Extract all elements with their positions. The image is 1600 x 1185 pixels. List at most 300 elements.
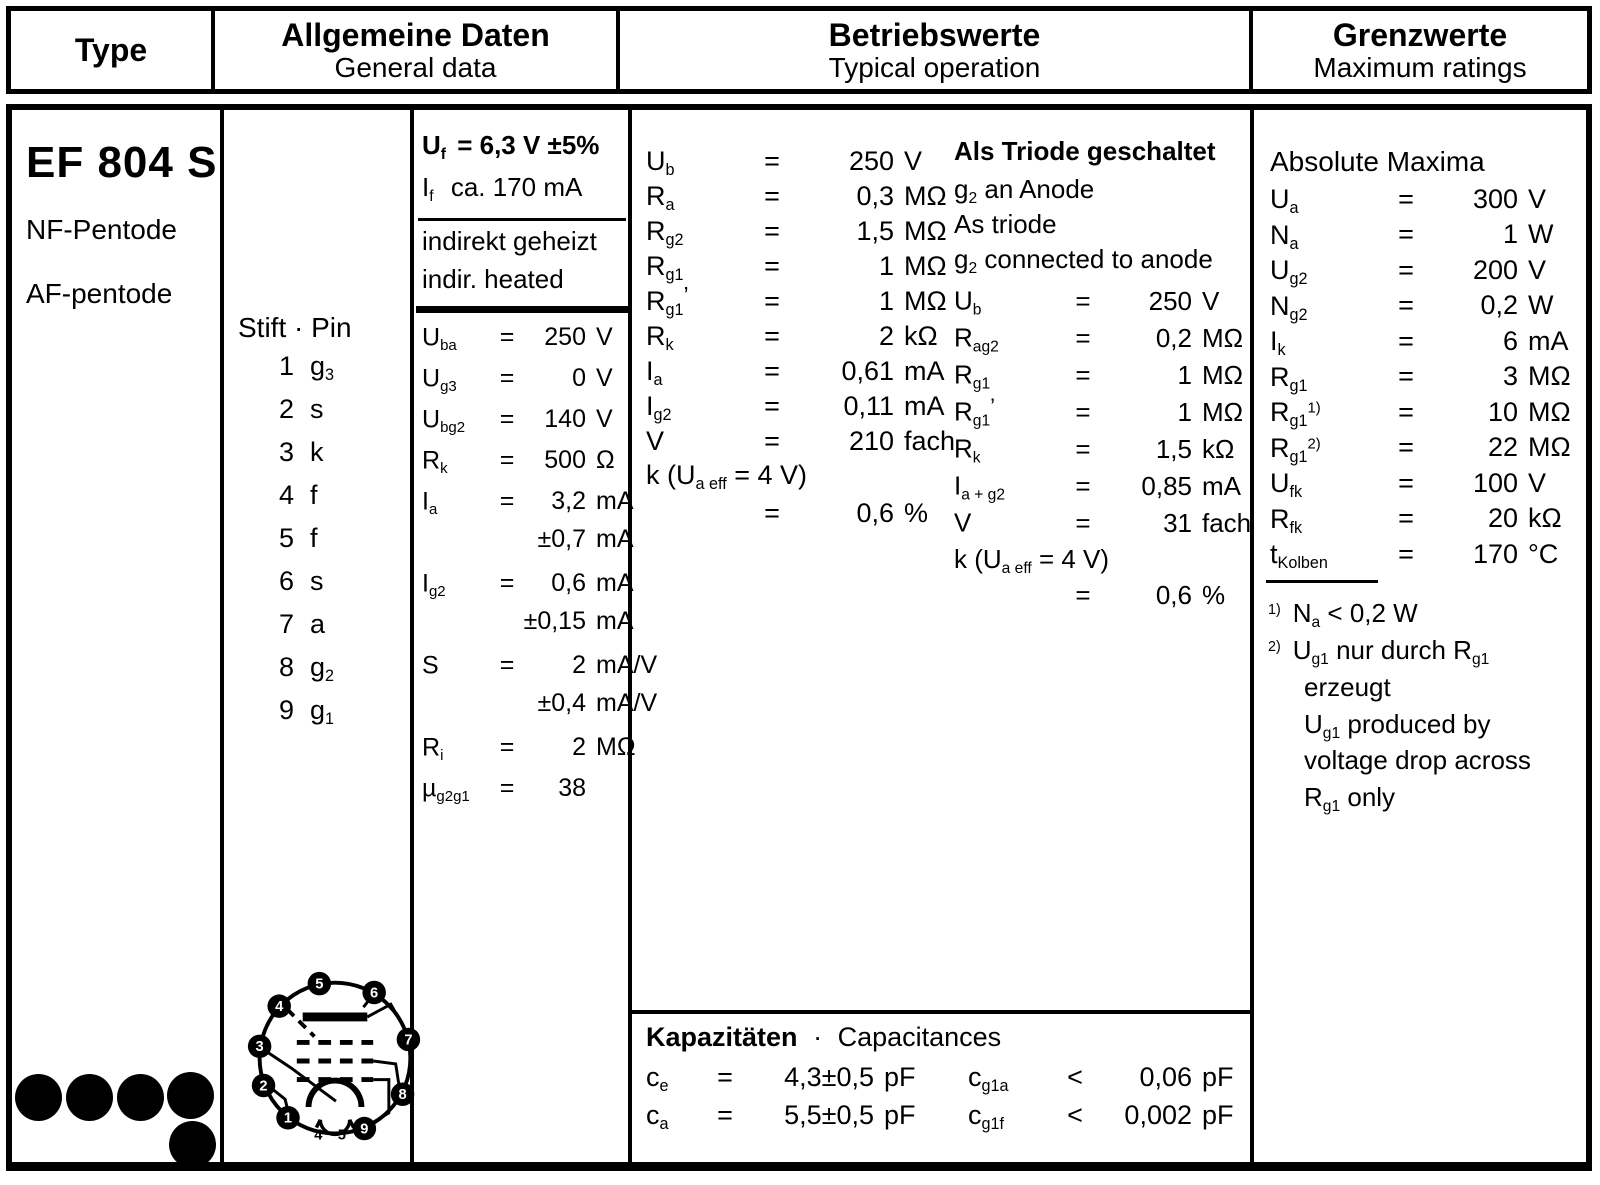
unit: fach (1202, 507, 1252, 538)
svg-text:9: 9 (360, 1121, 369, 1138)
quantity-symbol: V (954, 507, 972, 538)
heater-voltage-line: $U_f = 6,3$ V ±5% (422, 130, 600, 163)
value: 0,85 (1141, 470, 1192, 501)
operation-column (632, 110, 1250, 1162)
relation-sign: = (499, 569, 515, 598)
spec-row (1270, 289, 1580, 325)
spec-row (954, 285, 1250, 322)
header-ratings-en: Maximum ratings (1313, 51, 1527, 83)
relation-sign: = (764, 215, 780, 246)
spec-row (1270, 218, 1580, 254)
pin-row (254, 439, 368, 482)
relation-sign: = (1075, 470, 1091, 501)
spec-row (422, 689, 658, 732)
quantity-symbol: $I_k$ (1270, 325, 1286, 360)
unit: mA (1202, 470, 1241, 501)
relation-sign: = (764, 355, 780, 386)
socket-diagram (242, 968, 428, 1154)
pin-electrode: k (310, 437, 324, 467)
pin-number: 8 (278, 652, 294, 682)
footnote-2-line1: $^{2)}$ $U_{g1}$ nur durch $R_{g1}$ (1268, 635, 1490, 668)
relation-sign: = (1398, 219, 1414, 250)
spec-row (646, 354, 956, 389)
value: 1 (1177, 359, 1192, 390)
value: 170 (1472, 538, 1518, 569)
relation-sign: = (1398, 254, 1414, 285)
relation-sign: < (1067, 1099, 1083, 1130)
pin-number: 6 (278, 566, 294, 596)
unit: V (1528, 254, 1547, 285)
heater-current-line: $I_f$ ca. 170 mA (422, 172, 583, 205)
relation-sign: = (499, 446, 515, 475)
value: 2 (572, 651, 586, 680)
general-left-column (224, 110, 413, 1162)
quantity-symbol: $R_{g1}^{1)}$ (1270, 396, 1321, 431)
heater-pin-label: 4 (314, 1127, 323, 1144)
pin-electrode: f (310, 523, 318, 553)
quantity-symbol: $U_{bg2}$ (422, 405, 466, 437)
datasheet-body (6, 104, 1592, 1171)
value: 140 (544, 405, 586, 434)
relation-sign: = (764, 320, 780, 351)
unit: MΩ (1202, 359, 1244, 390)
pin-number: 1 (278, 351, 294, 381)
svg-text:7: 7 (404, 1032, 413, 1049)
footnote-2-line4: voltage drop across (1304, 745, 1531, 775)
spec-row (968, 1060, 1248, 1098)
spec-row (1270, 431, 1580, 467)
unit: W (1528, 290, 1554, 321)
value: ±0,7 (537, 525, 586, 553)
quantity-symbol: $I_a$ (646, 355, 663, 390)
header-cell-type (11, 11, 215, 89)
value: 0 (572, 364, 586, 393)
relation-sign: = (1075, 433, 1091, 464)
pin-number: 2 (278, 394, 294, 424)
triode-operating-rows (954, 285, 1250, 544)
pin-electrode: s (310, 394, 324, 424)
value: 250 (1148, 285, 1192, 316)
relation-sign: = (1398, 325, 1414, 356)
quantity-symbol: $c_{g1f}$ (968, 1099, 1005, 1134)
pin-row (254, 611, 368, 654)
quantity-symbol: $U_{g3}$ (422, 364, 457, 396)
unit: V (596, 405, 613, 434)
relation-sign: = (499, 323, 515, 352)
quantity-symbol: $U_{ba}$ (422, 323, 457, 355)
capacitance-left-rows (646, 1060, 956, 1136)
spec-row (954, 507, 1250, 544)
quantity-symbol: $R_k$ (422, 446, 448, 478)
quantity-symbol: $R_{fk}$ (1270, 503, 1303, 537)
footnote-rule (1266, 580, 1378, 583)
value: 0,2 (1155, 322, 1192, 353)
spec-row (1270, 466, 1580, 502)
unit: Ω (596, 446, 615, 475)
relation-sign: = (499, 405, 515, 434)
header-cell-general (215, 11, 620, 89)
quantity-symbol: $I_{g2}$ (422, 569, 446, 601)
footnote-2-line5: $R_{g1}$ only (1304, 782, 1396, 815)
value: 1 (878, 250, 894, 281)
tube-class-en: AF-pentode (26, 278, 173, 309)
thick-rule (416, 306, 628, 313)
spec-row (422, 773, 624, 814)
triode-title: Als Triode geschaltet (954, 136, 1216, 166)
relation-sign: = (1398, 503, 1414, 534)
header-table (6, 6, 1592, 94)
unit: MΩ (904, 285, 947, 316)
quantity-symbol: $U_{fk}$ (1270, 467, 1303, 502)
svg-text:6: 6 (370, 985, 379, 1002)
pentode-operating-rows (646, 144, 956, 459)
unit: mA (596, 607, 634, 635)
relation-sign: = (499, 364, 515, 393)
spec-row (422, 568, 634, 609)
capacitance-title: Kapazitäten · Capacitances (646, 1022, 1002, 1052)
relation-sign: = (1398, 290, 1414, 321)
unit: kΩ (1528, 503, 1562, 534)
value: 300 (1472, 183, 1518, 214)
value: 0,11 (843, 390, 894, 421)
value: 200 (1472, 254, 1518, 285)
quantity-symbol: $R_{g1}$ (954, 359, 991, 393)
relation-sign: = (1398, 361, 1414, 392)
value: 1,5 (1155, 433, 1192, 464)
unit: V (1528, 183, 1547, 214)
triode-distortion-condition: k ($U_{a eff} = 4$ V) (954, 544, 1110, 577)
relation-sign: < (1067, 1061, 1083, 1092)
spec-row (1270, 502, 1580, 538)
value: ±0,15 (523, 607, 586, 635)
unit: V (596, 364, 613, 393)
quantity-symbol: $R_{g1}^’$ (646, 282, 689, 320)
quantity-symbol: $U_b$ (646, 145, 675, 180)
relation-sign: = (1398, 467, 1414, 498)
value: 20 (1487, 503, 1518, 534)
triode-line-de: $g_2$ an Anode (954, 174, 1095, 207)
type-column (12, 110, 220, 1162)
unit: MΩ (904, 250, 947, 281)
header-operation-en: Typical operation (828, 51, 1041, 83)
value: 0,002 (1124, 1099, 1192, 1130)
relation-sign: = (499, 651, 515, 680)
relation-sign: = (764, 390, 780, 421)
quantity-symbol: µ$_{g2g1}$ (422, 774, 470, 806)
unit: pF (884, 1061, 916, 1092)
relation-sign: = (1075, 359, 1091, 390)
spec-row (954, 396, 1250, 433)
relation-sign: = (764, 285, 780, 316)
quantity-symbol: $R_{g2}$ (646, 215, 684, 250)
value: 1,5 (856, 215, 894, 246)
spec-row (646, 1060, 956, 1098)
spec-row (1270, 324, 1580, 360)
spec-row (1270, 537, 1580, 573)
pin-row (254, 525, 368, 568)
unit: fach (904, 425, 956, 456)
quantity-symbol: $c_{g1a}$ (968, 1061, 1009, 1096)
quantity-symbol: $U_{g2}$ (1270, 254, 1308, 289)
quantity-symbol: $N_a$ (1270, 219, 1299, 253)
svg-text:8: 8 (398, 1087, 407, 1104)
pin-row (254, 654, 368, 697)
unit: V (1528, 467, 1547, 498)
value: 5,5±0,5 (784, 1099, 874, 1130)
application-badge (169, 1121, 216, 1168)
spec-row (646, 389, 956, 424)
value: 0,2 (1480, 290, 1518, 321)
relation-sign: = (1398, 183, 1414, 214)
pin-electrode: a (310, 609, 326, 639)
application-badge (167, 1072, 214, 1119)
footnote-2-line2: erzeugt (1304, 672, 1391, 702)
relation-sign: = (499, 487, 515, 516)
pin-list-header: Stift · Pin (238, 312, 352, 343)
spec-row (422, 445, 624, 486)
relation-sign: = (1398, 538, 1414, 569)
spec-row (1270, 182, 1580, 218)
unit: pF (1202, 1061, 1234, 1092)
value: 6 (1502, 325, 1518, 356)
relation-sign: = (717, 1099, 733, 1130)
unit: MΩ (1202, 396, 1244, 427)
spec-row (422, 486, 634, 527)
unit: V (1202, 285, 1220, 316)
spec-row (422, 322, 624, 363)
ratings-title: Absolute Maxima (1270, 146, 1485, 177)
unit: W (1528, 219, 1554, 250)
svg-text:1: 1 (283, 1110, 293, 1127)
unit: °C (1528, 538, 1559, 569)
pin-number: 5 (278, 523, 294, 553)
header-operation-de: Betriebswerte (828, 16, 1041, 53)
pin-row (254, 482, 368, 525)
relation-sign: = (1075, 507, 1091, 538)
footnote-1: $^{1)}$ $N_a < 0,2$ W (1268, 598, 1418, 631)
spec-row (422, 525, 634, 568)
unit: mA (904, 390, 945, 421)
pin-row (254, 568, 368, 611)
svg-text:4: 4 (275, 999, 284, 1016)
spec-row (954, 322, 1250, 359)
unit: mA (596, 569, 634, 598)
rule (418, 218, 626, 221)
relation-sign: = (1398, 396, 1414, 427)
unit: MΩ (596, 733, 636, 762)
header-type-label: Type (74, 32, 148, 68)
quantity-symbol: $U_b$ (954, 285, 982, 319)
triode-distortion-value-row: = 0,6 % (1075, 580, 1226, 610)
characteristic-rows (422, 322, 658, 814)
value: 250 (544, 323, 586, 352)
pin-electrode: $g_1$ (310, 695, 335, 729)
value: 210 (848, 425, 894, 456)
unit: kΩ (904, 320, 938, 351)
svg-text:5: 5 (315, 976, 324, 993)
pin-number: 4 (278, 480, 294, 510)
quantity-symbol: $U_a$ (1270, 183, 1299, 218)
heated-de: indirekt geheizt (422, 226, 597, 256)
spec-row (646, 144, 956, 179)
svg-text:3: 3 (255, 1039, 264, 1056)
quantity-symbol: $I_{g2}$ (646, 390, 672, 425)
spec-row (646, 249, 956, 284)
unit: mA (1528, 325, 1569, 356)
unit: MΩ (904, 180, 947, 211)
spec-row (954, 470, 1250, 507)
triode-line-en2: $g_2$ connected to anode (954, 244, 1213, 277)
value: 0,61 (841, 355, 894, 386)
quantity-symbol: $N_{g2}$ (1270, 290, 1308, 324)
quantity-symbol: $I_{a + g2}$ (954, 470, 1006, 504)
spec-row (646, 179, 956, 214)
quantity-symbol: $R_{g1}$’ (954, 394, 996, 430)
quantity-symbol: $R_k$ (954, 433, 981, 467)
svg-text:2: 2 (259, 1078, 268, 1095)
relation-sign: = (1075, 396, 1091, 427)
relation-sign: = (764, 180, 780, 211)
value: 3,2 (551, 487, 586, 516)
quantity-symbol: $c_a$ (646, 1099, 669, 1134)
value: 1 (1177, 396, 1192, 427)
spec-row (422, 363, 624, 404)
unit: MΩ (1528, 361, 1571, 392)
distortion-condition: k ($U_{a eff} = 4$ V) (646, 460, 808, 494)
heater-pin-label: 5 (337, 1127, 346, 1144)
capacitance-rule (632, 1010, 1250, 1014)
unit: pF (1202, 1099, 1234, 1130)
value: 1 (1502, 219, 1518, 250)
quantity-symbol: $R_{ag2}$ (954, 322, 999, 356)
triode-line-en1: As triode (954, 209, 1057, 239)
value: 0,06 (1139, 1061, 1192, 1092)
spec-row (1270, 253, 1580, 289)
spec-row (954, 359, 1250, 396)
unit: MΩ (1528, 432, 1571, 463)
value: 38 (558, 774, 586, 803)
application-badge (117, 1074, 164, 1121)
header-ratings-de: Grenzwerte (1332, 16, 1508, 53)
quantity-symbol: S (422, 651, 439, 680)
value: 500 (544, 446, 586, 475)
value: 4,3±0,5 (784, 1061, 874, 1092)
value: 31 (1163, 507, 1192, 538)
unit: kΩ (1202, 433, 1235, 464)
header-cell-operation (620, 11, 1253, 89)
unit: V (596, 323, 613, 352)
unit: mA (596, 487, 634, 516)
spec-row (968, 1098, 1248, 1136)
relation-sign: = (499, 733, 515, 762)
quantity-symbol: $R_a$ (646, 180, 675, 215)
application-badges (12, 110, 220, 1162)
unit: mA (904, 355, 945, 386)
tube-class-de: NF-Pentode (26, 214, 177, 245)
relation-sign: = (1075, 322, 1091, 353)
quantity-symbol: $c_e$ (646, 1061, 669, 1096)
quantity-symbol: $R_{g1}$ (1270, 361, 1308, 395)
header-general-de: Allgemeine Daten (281, 16, 550, 53)
value: 250 (848, 145, 894, 176)
relation-sign: = (764, 250, 780, 281)
spec-row (422, 732, 636, 773)
unit: mA (596, 525, 634, 553)
spec-row (646, 424, 956, 459)
relation-sign: = (764, 145, 780, 176)
unit: mA/V (596, 689, 658, 717)
quantity-symbol: V (646, 425, 665, 456)
quantity-symbol: $I_a$ (422, 487, 438, 519)
quantity-symbol: $t_{Kolben}$ (1270, 538, 1328, 573)
footnote-2-line3: $U_{g1}$ produced by (1304, 709, 1491, 742)
value: 100 (1472, 467, 1518, 498)
relation-sign: = (717, 1061, 733, 1092)
ratings-column (1254, 110, 1586, 1162)
pin-electrode: $g_3$ (310, 351, 335, 385)
pin-list (254, 353, 368, 740)
spec-row (422, 650, 658, 691)
value: ±0,4 (537, 689, 586, 717)
heated-en: indir. heated (422, 264, 564, 294)
pin-electrode: $g_2$ (310, 652, 335, 686)
header-cell-ratings (1253, 11, 1587, 89)
header-general-en: General data (334, 51, 497, 83)
tube-name: EF 804 S (26, 138, 218, 187)
unit: mA/V (596, 651, 658, 680)
value: 10 (1487, 396, 1518, 427)
pin-electrode: f (310, 480, 318, 510)
relation-sign: = (1398, 432, 1414, 463)
application-badge (66, 1074, 113, 1121)
relation-sign: = (1075, 285, 1091, 316)
spec-row (954, 433, 1250, 470)
pin-row (254, 697, 368, 740)
unit: MΩ (1528, 396, 1571, 427)
unit: pF (884, 1099, 916, 1130)
unit: MΩ (904, 215, 947, 246)
spec-row (422, 607, 634, 650)
quantity-symbol: $R_i$ (422, 733, 444, 765)
value: 3 (1502, 361, 1518, 392)
spec-row (646, 284, 956, 319)
capacitance-right-rows (968, 1060, 1248, 1136)
value: 0,6 (551, 569, 586, 598)
relation-sign: = (499, 774, 515, 803)
pin-row (254, 353, 368, 396)
pin-number: 3 (278, 437, 294, 467)
pin-number: 9 (278, 695, 294, 725)
pin-number: 7 (278, 609, 294, 639)
pin-electrode: s (310, 566, 324, 596)
ratings-rows (1270, 182, 1580, 573)
pin-row (254, 396, 368, 439)
value: 1 (878, 285, 894, 316)
value: 2 (878, 320, 894, 351)
spec-row (646, 319, 956, 354)
relation-sign: = (764, 425, 780, 456)
spec-row (646, 1098, 956, 1136)
unit: V (904, 145, 923, 176)
spec-row (1270, 360, 1580, 396)
quantity-symbol: $R_{g1}$ (646, 250, 684, 285)
spec-row (1270, 395, 1580, 431)
distortion-value-row: = 0,6 % (764, 498, 929, 528)
quantity-symbol: $R_{g1}^{2)}$ (1270, 432, 1321, 466)
application-badge (15, 1074, 62, 1121)
unit: MΩ (1202, 322, 1244, 353)
spec-row (646, 214, 956, 249)
